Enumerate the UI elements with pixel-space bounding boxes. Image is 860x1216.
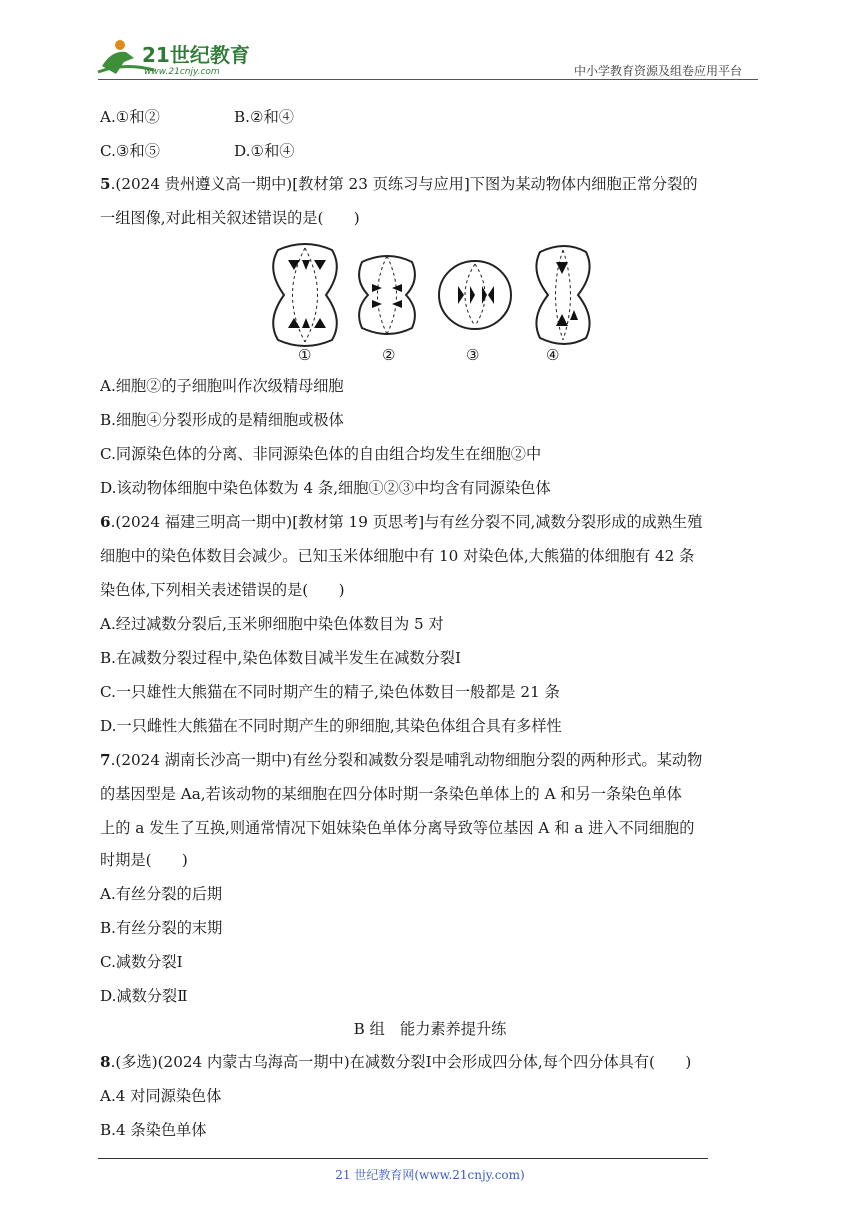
- q7-stem-line1: 7.(2024 湖南长沙高一期中)有丝分裂和减数分裂是哺乳动物细胞分裂的两种形式。某动物: [100, 751, 703, 769]
- q8-stem-line1: 8.(多选)(2024 内蒙古乌海高一期中)在减数分裂Ⅰ中会形成四分体,每个四分体具有( ): [100, 1053, 692, 1071]
- header-divider: [98, 79, 758, 80]
- figure-label-4: ④: [546, 346, 560, 364]
- header-platform-text: 中小学教育资源及组卷应用平台: [574, 64, 743, 78]
- q7-option-d: D.减数分裂Ⅱ: [100, 987, 188, 1005]
- q5-option-a: A.细胞②的子细胞叫作次级精母细胞: [100, 377, 344, 395]
- q5-stem-line1: 5.(2024 贵州遵义高一期中)[教材第 23 页练习与应用]下图为某动物体内细胞正常分裂的: [100, 175, 698, 193]
- q6-option-d: D.一只雌性大熊猫在不同时期产生的卵细胞,其染色体组合具有多样性: [100, 717, 562, 735]
- q5-option-b: B.细胞④分裂形成的是精细胞或极体: [100, 411, 344, 429]
- q8-option-b: B.4 条染色单体: [100, 1121, 207, 1139]
- q6-stem-line2: 细胞中的染色体数目会减少。已知玉米体细胞中有 10 对染色体,大熊猫的体细胞有 42 条: [100, 547, 695, 565]
- q4-option-c: C.③和⑤: [100, 142, 160, 160]
- footer-divider: [98, 1158, 708, 1159]
- q7-stem-line3: 上的 a 发生了互换,则通常情况下姐妹染色单体分离导致等位基因 A 和 a 进入不同细胞的: [100, 819, 695, 837]
- q8-option-a: A.4 对同源染色体: [100, 1087, 222, 1105]
- q7-stem-line4: 时期是( ): [100, 851, 188, 869]
- logo-url: www.21cnjy.com: [144, 67, 220, 77]
- q6-option-c: C.一只雄性大熊猫在不同时期产生的精子,染色体数目一般都是 21 条: [100, 683, 560, 701]
- q4-option-a: A.①和②: [100, 108, 160, 126]
- figure-label-3: ③: [466, 346, 480, 364]
- q4-option-b: B.②和④: [234, 108, 294, 126]
- q5-option-d: D.该动物体细胞中染色体数为 4 条,细胞①②③中均含有同源染色体: [100, 479, 551, 497]
- figure-label-2: ②: [382, 346, 396, 364]
- figure-label-1: ①: [298, 346, 312, 364]
- q7-option-c: C.减数分裂Ⅰ: [100, 953, 183, 971]
- q7-option-a: A.有丝分裂的后期: [100, 885, 223, 903]
- q6-option-b: B.在减数分裂过程中,染色体数目减半发生在减数分裂Ⅰ: [100, 649, 461, 667]
- logo-title: 21世纪教育: [142, 43, 250, 67]
- footer-link[interactable]: 21 世纪教育网(www.21cnjy.com): [335, 1168, 525, 1182]
- q7-option-b: B.有丝分裂的末期: [100, 919, 223, 937]
- q6-stem-line3: 染色体,下列相关表述错误的是( ): [100, 581, 345, 599]
- q6-option-a: A.经过减数分裂后,玉米卵细胞中染色体数目为 5 对: [100, 615, 444, 633]
- q6-stem-line1: 6.(2024 福建三明高一期中)[教材第 19 页思考]与有丝分裂不同,减数分裂形成的成熟生殖: [100, 513, 703, 531]
- q5-stem-line2: 一组图像,对此相关叙述错误的是( ): [100, 209, 360, 227]
- q7-stem-line2: 的基因型是 Aa,若该动物的某细胞在四分体时期一条染色单体上的 A 和另一条染色单体: [100, 785, 682, 803]
- section-heading: B 组 能力素养提升练: [353, 1020, 507, 1038]
- site-logo: [94, 36, 264, 78]
- q4-option-d: D.①和④: [234, 142, 295, 160]
- q5-option-c: C.同源染色体的分离、非同源染色体的自由组合均发生在细胞②中: [100, 445, 542, 463]
